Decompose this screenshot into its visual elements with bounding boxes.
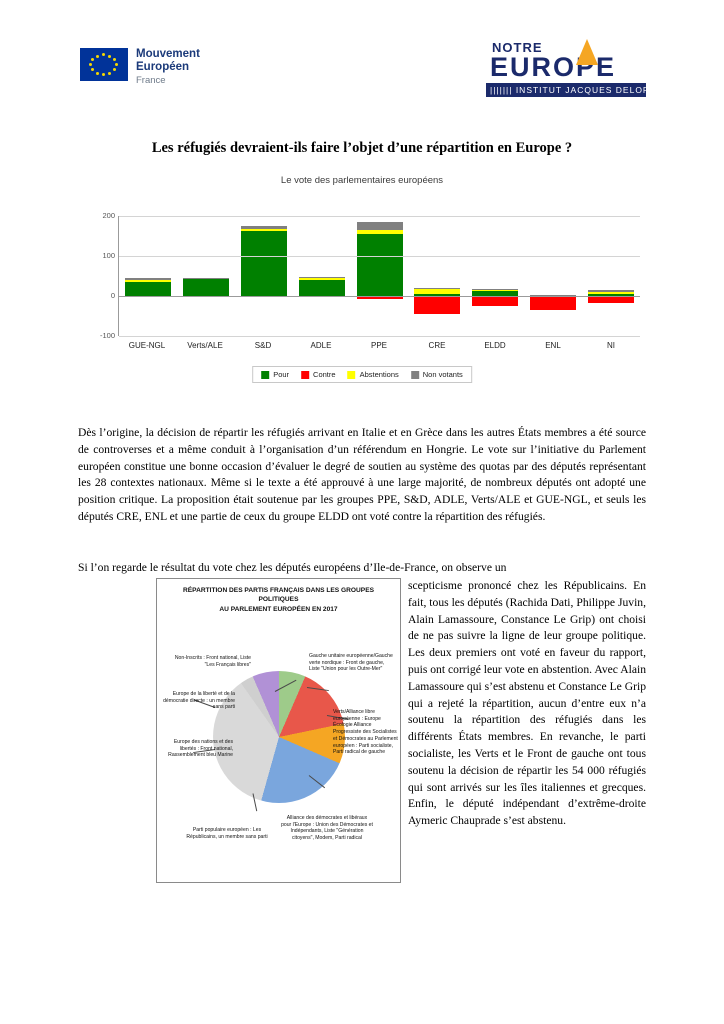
chart-bars [119,216,640,336]
chart-bar-gue-ngl [119,216,177,336]
chart-y-tick-label: 100 [102,251,115,260]
chart-y-tick-label: 200 [102,211,115,220]
legend-label: Contre [313,370,336,379]
logo-institute-bar: ||||||| INSTITUT JACQUES DELORS [486,83,646,97]
chart-category-label: CRE [428,341,446,350]
bar-segment-contre [530,296,576,310]
chart-gridline [119,256,640,257]
logo-line-2: Européen [136,61,190,74]
bar-stack [530,216,576,336]
bar-segment-abstentions [414,289,460,294]
legend-item-abstentions [348,370,399,379]
pie-chart-figure [156,578,401,883]
bar-segment-non votants [299,277,345,278]
bar-segment-abstentions [357,230,403,235]
bar-segment-abstentions [588,292,634,293]
bar-segment-non votants [125,278,171,279]
chart-bar-eldd [466,216,524,336]
pie-label-adle: Alliance des démocrates et libéraux pour l'Europe : Union des Démocrates et Indépendants, Liste "Génération citoyens", Modem, Parti radical [281,815,373,842]
bar-segment-non votants [472,289,518,291]
chart-y-tick-label: 0 [110,291,115,300]
bar-segment-pour [183,278,229,296]
legend-swatch [411,371,419,379]
bar-segment-non votants [588,290,634,292]
pie-label-verts-sd: Verts/Alliance libre européenne : Europe Écologie Alliance Progressiste des Socialistes et Démocrates au Parlement européen : Parti socialiste, Parti radical de gauche [333,709,398,756]
eu-flag-icon [80,48,128,81]
chart-y-tick-label: -100 [99,331,115,340]
chart-category-label: ELDD [484,341,506,350]
chart-bar-cre [408,216,466,336]
chart-bar-ppe [351,216,409,336]
chart-legend [252,366,472,383]
bar-segment-pour [125,282,171,296]
logo-europe-text [490,52,646,82]
figure-title-line-1: RÉPARTITION DES PARTIS FRANÇAIS DANS LES GROUPES POLITIQUES [183,587,374,603]
notre-europe-logo [486,40,657,97]
logo-line-3: France [136,75,166,87]
legend-label: Non votants [422,370,463,379]
chart-category-label: ADLE [310,341,332,350]
paragraph-right-column: scepticisme prononcé chez les Républicains. En fait, tous les députés (Rachida Dati, Philippe Juvin, Alain Lamassoure, Constance Le Grip) ont choisi de ne pas suivre la ligne de leur groupe politique. Les deux premiers ont voté en faveur du rapport, puis ont corrigé leur vote en abstention. Avec Alain Lamassoure qui s’est abstenu et Constance Le Grip qui a rejeté la répartition, aucun d’entre eux n’a soutenu la répartition des réfugiés dans les différents États membres. En revanche, le parti socialiste, les Verts et le Front de gauche ont tous soutenu la décision de répartir les 54 000 réfugiés qui sont arrivés sur les îles italiennes et grecques. Enfin, le député indépendant d’extrême-droite Aymeric Chauprade s’est abstenu. [408,579,646,828]
bar-stack [183,216,229,336]
bar-segment-contre [472,296,518,306]
legend-label: Abstentions [359,370,399,379]
chart-bar-adle [293,216,351,336]
bar-segment-abstentions [241,229,287,231]
chart-gridline [119,336,640,337]
page-header [0,40,724,110]
chart-gridline [119,216,640,217]
legend-swatch [301,371,309,379]
bar-segment-abstentions [125,280,171,282]
bar-stack [472,216,518,336]
chart-category-label: GUE-NGL [128,341,166,350]
legend-item-contre [301,370,336,379]
chart-plot-area [99,211,640,340]
legend-label: Pour [273,370,290,379]
bar-segment-non votants [414,288,460,289]
arrow-up-icon [576,39,598,65]
legend-item-non votants [411,370,463,379]
bar-stack [414,216,460,336]
paragraph-lead-in: Si l’on regarde le résultat du vote chez les députés européens d’Ile-de-France, on observe un [78,561,507,574]
bar-segment-pour [357,234,403,296]
chart-category-label: ENL [545,341,561,350]
paragraph-intro: Dès l’origine, la décision de répartir les réfugiés arrivant en Italie et en Grèce dans les autres États membres a été source de controverses et a même conduit à l’organisation d’un référendum en Hongrie. Le vote sur l’initiative du Parlement européen constitue une bonne occasion d’évaluer le degré de soutien au système des quotas par des députés représentant les 28 contextes nationaux. Même si le texte a été approuvé à une large majorité, de nombreux députés ont adopté une position critique. La proposition était soutenue par les groupes PPE, S&D, ADLE, Verts/ALE et GUE-NGL, et seuls les députés CRE, ENL et une partie de ceux du groupe ELDD ont voté contre la répartition des réfugiés. [78,426,646,523]
chart-bar-ni [582,216,640,336]
bar-segment-contre [588,296,634,303]
pie-label-elld: Europe de la liberté et de la démocratie directe : un membre sans parti [163,691,235,711]
legend-swatch [261,371,269,379]
bar-stack [299,216,345,336]
legend-item-pour [261,370,289,379]
mouvement-europeen-logo [80,48,200,87]
chart-category-label: NI [607,341,615,350]
figure-title-line-2: AU PARLEMENT EUROPÉEN EN 2017 [219,605,338,613]
bar-segment-non votants [183,278,229,279]
legend-swatch [348,371,356,379]
bar-segment-contre [414,296,460,314]
bar-segment-abstentions [299,278,345,280]
chart-bar-verts-ale [177,216,235,336]
chart-category-label: PPE [370,341,387,350]
logo-notre-text: NOTRE [492,40,543,55]
bar-segment-non votants [241,226,287,230]
chart-bar-enl [524,216,582,336]
bar-stack [241,216,287,336]
page-title: Les réfugiés devraient-ils faire l’objet d’une répartition en Europe ? [151,140,573,156]
vote-bar-chart [78,208,646,393]
bar-stack [588,216,634,336]
bar-segment-pour [299,280,345,296]
pie-label-enl: Europe des nations et des libertés : Front national, Rassemblement bleu Marine [168,739,233,759]
pie-label-gue-ngl: Gauche unitaire européenne/Gauche verte nordique : Front de gauche, Liste "Union pour les Outre-Mer" [309,653,393,673]
bar-segment-abstentions [472,290,518,291]
bar-stack [125,216,171,336]
chart-category-labels [118,341,640,350]
pie-label-ni: Non-Inscrits : Front national, Liste "Les Français libres" [174,655,251,668]
bar-segment-non votants [357,222,403,229]
logo-europe-label: EUROPE [490,52,617,82]
chart-category-label: S&D [254,341,272,350]
bar-segment-pour [241,231,287,296]
logo-line-1: Mouvement [136,48,200,60]
chart-gridline [119,296,640,297]
page-subtitle: Le vote des parlementaires européens [280,175,444,186]
chart-category-label: Verts/ALE [187,341,223,350]
pie-label-ppe: Parti populaire européen : Les Républicains, un membre sans parti [186,827,268,840]
chart-bar-s-d [235,216,293,336]
bar-stack [357,216,403,336]
